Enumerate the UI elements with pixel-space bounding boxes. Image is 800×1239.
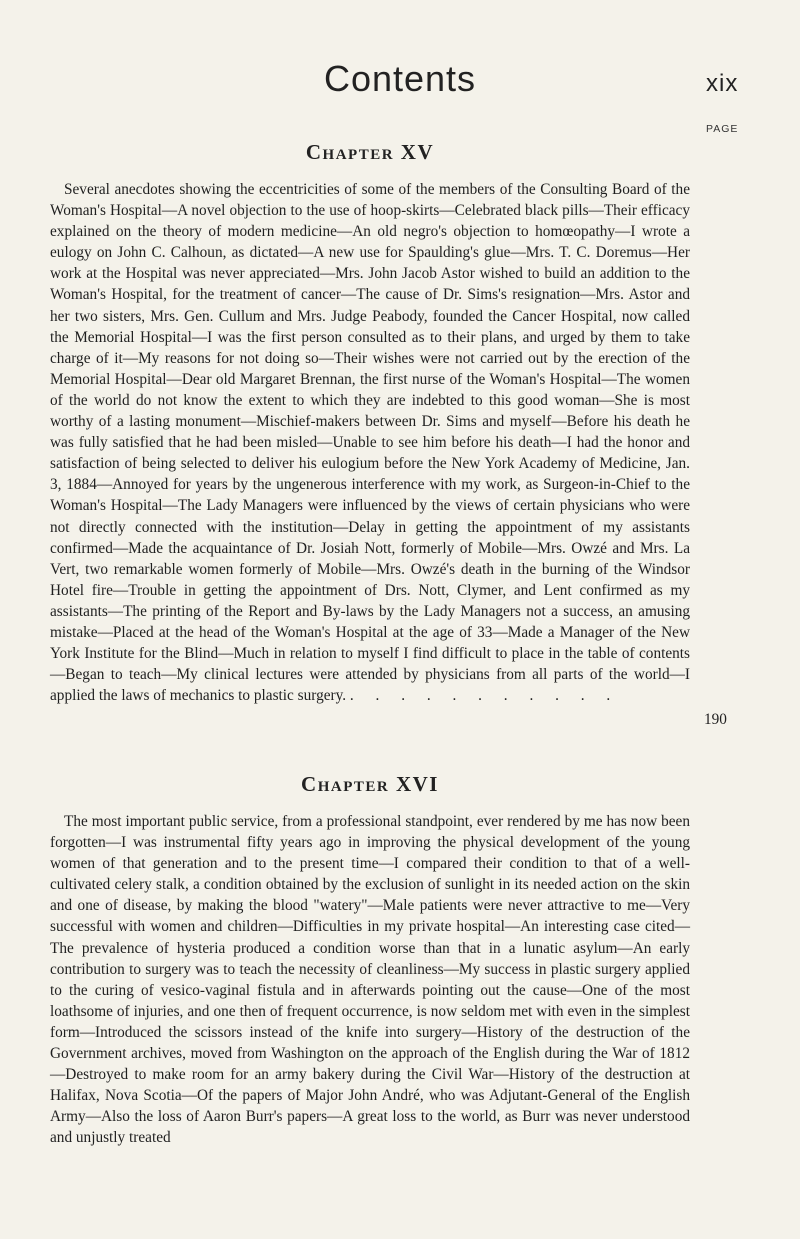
chapter-page-reference: 190 (704, 711, 727, 728)
folio-page-number: xix (706, 70, 739, 97)
dot-leader: . . . . . . . . . . . (349, 687, 620, 705)
synopsis-text: The most important public service, from a professional standpoint, ever rendered by me has now been forgotten—I was instrumental fifty years ago in improving the physical development of the young women of that generation and to the present time—I compared their condition to that of a well-cultivated celery stalk, a condition obtained by the exclusion of sunlight in its needed action on the skin and one of disease, by making the blood "watery"—Male patients were never attractive to me—Very successful with women and children—Difficulties in my private hospital—An interesting case cited—The prevalence of hysteria produced a condition worse than that in a lunatic asylum—An early contribution to surgery was to teach the necessity of cleanliness—My success in plastic surgery applied to the curing of vesico-vaginal fistula and in afterwards pointing out the cause—One of the most loathsome of injuries, and one then of frequent occurrence, is now seldom met with even in the simplest form—Introduced the scissors instead of the knife into surgery—History of the destruction of the Government archives, moved from Washington on the approach of the English during the War of 1812—Destroyed to make room for an army bakery during the Civil War—History of the destruction at Halifax, Nova Scotia—Of the papers of Major John André, who was Adjutant-General of the English Army—Also the loss of Aaron Burr's papers—A great loss to the world, as Burr was never understood and unjustly treated (50, 813, 690, 1147)
page-header (0, 58, 800, 108)
page-column-label: PAGE (706, 123, 739, 135)
chapter-heading: Chapter XVI (301, 772, 439, 796)
chapter-synopsis (50, 179, 690, 706)
chapter-xvi-entry (50, 772, 690, 1149)
chapter-heading: Chapter XV (305, 140, 435, 164)
chapter-synopsis (50, 811, 690, 1149)
page-title: Contents (323, 58, 477, 99)
chapter-xv-entry (50, 140, 690, 706)
synopsis-text: Several anecdotes showing the eccentricities of some of the members of the Consulting Board of the Woman's Hospital—A novel objection to the use of hoop-skirts—Celebrated black pills—Their efficacy explained on the theory of modern medicine—An old negro's objection to homœopathy—I wrote a eulogy on John C. Calhoun, as dictated—A new use for Spaulding's glue—Mrs. T. C. Doremus—Her work at the Hospital was never appreciated—Mrs. John Jacob Astor wished to build an addition to the Woman's Hospital, for the treatment of cancer—The cause of Dr. Sims's resignation—Mrs. Astor and her two sisters, Mrs. Gen. Cullum and Mrs. Judge Peabody, founded the Cancer Hospital, now called the Memorial Hospital—I was the first person consulted as to their plans, and urged by them to take charge of it—My reasons for not doing so—Their wishes were not carried out by the erection of the Memorial Hospital—Dear old Margaret Brennan, the first nurse of the Woman's Hospital—The women of the world do not know the extent to which they are indebted to this good woman—She is most worthy of a lasting monument—Mischief-makers between Dr. Sims and myself—Before his death he was fully satisfied that he had been misled—Unable to see him before his death—I had the honor and satisfaction of being selected to deliver his eulogium before the New York Academy of Medicine, Jan. 3, 1884—Annoyed for years by the ungenerous interference with my work, as Surgeon-in-Chief to the Woman's Hospital—The Lady Managers were influenced by the views of certain physicians who were not directly connected with the institution—Delay in getting the appointment of my assistants confirmed—Made the acquaintance of Dr. Josiah Nott, formerly of Mobile—Mrs. Owzé and Mrs. La Vert, two remarkable women formerly of Mobile—Mrs. Owzé's death in the burning of the Windsor Hotel fire—Trouble in getting the appointment of Drs. Nott, Clymer, and Lent confirmed as my assistants—The printing of the Report and By-laws by the Lady Managers not a success, an amusing mistake—Placed at the head of the Woman's Hospital at the age of 33—Made a Manager of the New York Institute for the Blind—Much in relation to myself I find difficult to place in the table of contents—Began to teach—My clinical lectures were attended by physicians from all parts of the world—I applied the laws of mechanics to plastic surgery. (50, 181, 690, 705)
